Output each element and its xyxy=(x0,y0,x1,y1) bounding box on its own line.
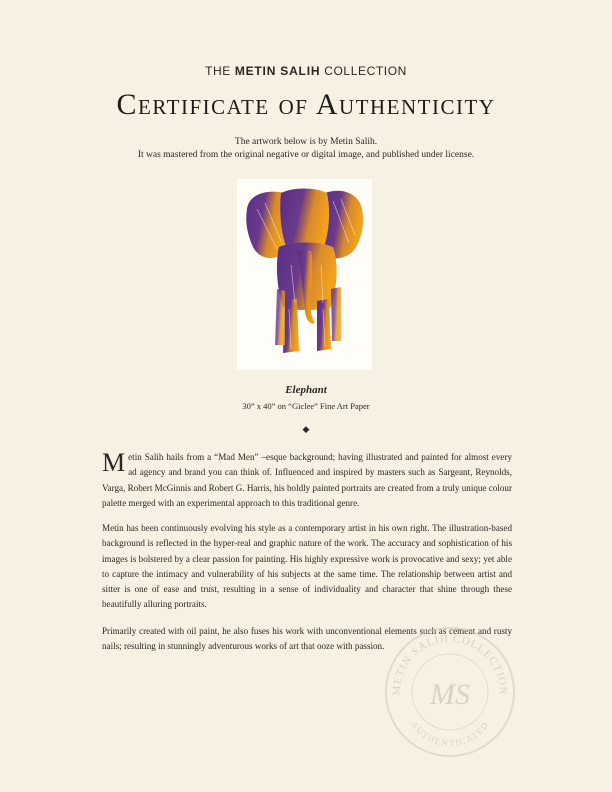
seal-top-text: METIN SALIH COLLECTION xyxy=(390,632,510,696)
authentication-seal xyxy=(380,622,520,762)
intro-line-1: The artwork below is by Metin Salih. xyxy=(234,137,378,147)
seal-monogram: MS xyxy=(430,678,470,711)
collection-heading xyxy=(0,64,612,78)
svg-text:AUTHENTICATED xyxy=(409,719,491,748)
diamond-separator: ◆ xyxy=(302,424,310,434)
collection-prefix: THE xyxy=(205,64,231,78)
certificate-title: Certificate of Authenticity xyxy=(116,88,496,121)
paragraph-2: Metin has been continuously evolving his style as a contemporary artist in his own right. The illustration-based background is reflected in the hyper-real and graphic nature of the work. The accuracy and sophistication of his images is bolstered by a clear passion for painting. His highly expressive work is provocative and sexy; yet able to capture the intimacy and vulnerability of his subjects at the same time. The relationship between artist and sitter is one of ease and trust, resulting in a sense of individuality and character that shine through these beautifully alluring portraits. xyxy=(102,523,512,610)
artwork-title: Elephant xyxy=(285,384,327,396)
artwork-image xyxy=(237,179,372,370)
elephant-illustration xyxy=(237,179,372,370)
drop-cap: M xyxy=(102,448,126,477)
intro-text xyxy=(0,136,612,162)
collection-name: METIN SALIH xyxy=(234,64,321,78)
seal-graphic xyxy=(380,622,520,762)
collection-suffix: COLLECTION xyxy=(324,64,407,78)
artwork-details: 30” x 40” on “Giclee” Fine Art Paper xyxy=(242,401,370,411)
paragraph-1-text: etin Salih hails from a “Mad Men” –esque background; having illustrated and painted for almost every ad agency and brand you can think of. Influenced and inspired by masters such as Sargeant, Reynolds, Varga, Robert McGinnis and Robert G. Harris, his boldly painted portraits are created from a truly unique colour palette merged with an experimental approach to this traditional genre. xyxy=(102,452,512,508)
intro-line-2: It was mastered from the original negative or digital image, and published under license. xyxy=(137,150,475,160)
paragraph-1 xyxy=(102,450,512,511)
seal-bottom-text: AUTHENTICATED xyxy=(408,719,492,749)
paragraph-3: Primarily created with oil paint, he also fuses his work with unconventional elements such as cement and rusty nails; resulting in stunningly adventurous works of art that ooze with passion. xyxy=(102,626,512,652)
